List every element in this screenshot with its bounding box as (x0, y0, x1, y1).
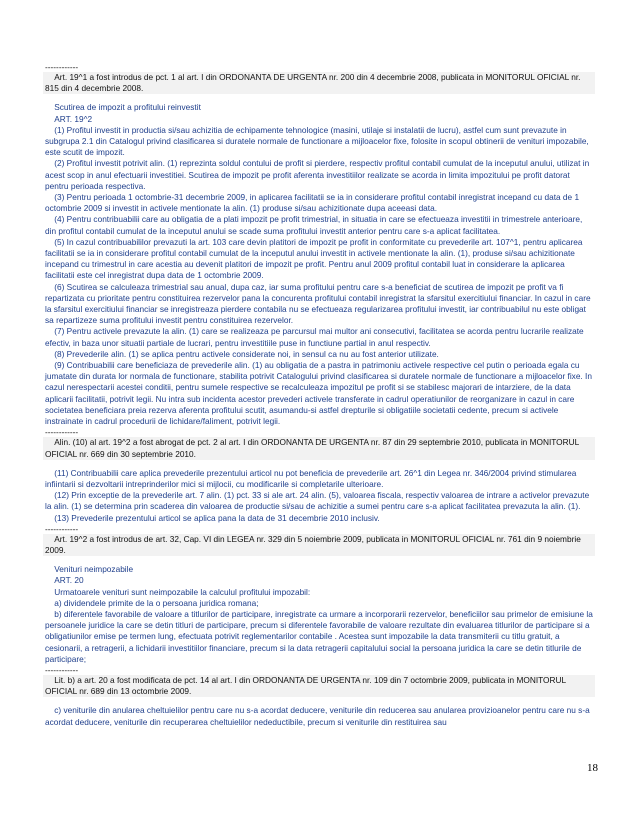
amendment-note: Art. 19^1 a fost introdus de pct. 1 al art. I din ORDONANTA DE URGENTA nr. 200 din 4 decembrie 2008, publicata in MONITORUL OFICIAL nr. 815 din 4 decembrie 2008. (43, 72, 595, 94)
amendment-note: Art. 19^2 a fost introdus de art. 32, Cap. VI din LEGEA nr. 329 din 5 noiembrie 2009, publicata in MONITORUL OFICIAL nr. 761 din 9 noiembrie 2009. (43, 534, 595, 556)
paragraph-gap (43, 94, 595, 102)
paragraph-gap (43, 460, 595, 468)
law-text: Scutirea de impozit a profitului reinvestit ART. 19^2 (1) Profitul investit in productia si/sau achizitia de echipamente tehnologice (masini, utilaje si instalatii de lucru), astfel cum sunt prevazute in subgrupa 2.1 din Catalogul privind clasificarea si duratele normale de functionare a mijloacelor fixe, folosite in scopul obtinerii de venituri impozabile, este scutit de impozit. (2) Profitul investit potrivit alin. (1) reprezinta soldul contului de profit si pierdere, respectiv profitul contabil cumulat de la inceputul anului, utilizat in acest scop in anul efectuarii investitiei. Scutirea de impozit pe profit aferenta investitiilor realizate se acorda in limita impozitului pe profit datorat pentru perioada respectiva. (3) Pentru perioada 1 octombrie-31 decembrie 2009, in aplicarea facilitatii se ia in considerare profitul contabil inregistrat incepand cu data de 1 octombrie 2009 si investit in activele mentionate la alin. (1) produse si/sau achizitionate dupa aceeasi data. (4) Pentru contribuabilii care au obligatia de a plati impozit pe profit trimestrial, in situatia in care se efectueaza investitii in trimestrele anterioare, din profitul contabil cumulat de la inceputul anului se scade suma profitului investit anterior pentru care s-a aplicat facilitatea. (5) In cazul contribuabililor prevazuti la art. 103 care devin platitori de impozit pe profit in conformitate cu prevederile art. 107^1, pentru aplicarea facilitatii se ia in considerare profitul contabil cumulat de la inceputul anului investit in activele mentionate la alin. (1), produse si/sau achizitionate incepand cu trimestrul in care acestia au devenit platitori de impozit pe profit. Pentru anul 2009 profitul contabil luat in considerare la aplicarea facilitatii este cel inregistrat dupa data de 1 octombrie 2009. (6) Scutirea se calculeaza trimestrial sau anual, dupa caz, iar suma profitului pentru care s-a beneficiat de scutirea de impozit pe profit va fi repartizata cu prioritate pentru constituirea rezervelor pana la concurenta profitului contabil inregistrat la sfarsitul exercitiului financiar. In cazul in care la sfarsitul exercitiului financiar se inregistreaza pierdere contabila nu se efectueaza regularizarea profitului investit, iar contribuabilul nu este obligat sa repartizeze suma profitului investit pentru constituirea rezervelor. (7) Pentru activele prevazute la alin. (1) care se realizeaza pe parcursul mai multor ani consecutivi, facilitatea se acorda pentru lucrarile realizate efectiv, in baza unor situatii partiale de lucrari, pentru investitiile puse in functiune partial in anul respectiv. (8) Prevederile alin. (1) se aplica pentru activele considerate noi, in sensul ca nu au fost anterior utilizate. (9) Contribuabilii care beneficiaza de prevederile alin. (1) au obligatia de a pastra in patrimoniu activele respective cel putin o perioada egala cu jumatate din durata lor normala de functionare, stabilita potrivit Catalogului privind clasificarea si duratele normale de functionare a mijloacelor fixe. In cazul nerespectarii acestei conditii, pentru sumele respective se recalculeaza impozitul pe profit si se stabilesc majorari de intarziere, de la data aplicarii facilitatii, potrivit legii. Nu intra sub incidenta acestor prevederi activele transferate in cadrul operatiunilor de reorganizare in cazul in care societatea beneficiara preia rezerva aferenta profitului scutit, asumandu-si astfel drepturile si obligatiile societatii cedente, precum si activele instrainate in cadrul procedurii de lichidare/faliment, potrivit legii. (45, 102, 592, 427)
separator-line: ------------ (45, 427, 79, 438)
paragraph-gap (43, 697, 595, 705)
law-text: c) veniturile din anularea cheltuielilor pentru care nu s-a acordat deducere, veniturile din reducerea sau anularea provizioanelor pentru care nu s-a acordat deducere, veniturile din recuperarea cheltuielilor nedeductibile, precum si veniturile din restituirea sau (45, 705, 593, 727)
separator-line: ------------ (45, 523, 79, 534)
separator-line: ------------ (45, 62, 79, 72)
page-number: 18 (587, 762, 598, 774)
law-text: (11) Contribuabilii care aplica prevederile prezentului articol nu pot beneficia de prevederile art. 26^1 din Legea nr. 346/2004 privind stimularea infiintarii si dezvoltarii intreprinderilor mici si mijlocii, cu modificarile si completarile ulterioare. (12) Prin exceptie de la prevederile art. 7 alin. (1) pct. 33 si ale art. 24 alin. (5), valoarea fiscala, respectiv valoarea de intrare a activelor prevazute la alin. (1) se determina prin scaderea din valoarea de productie si/sau de achizitie a sumei pentru care s-a aplicat facilitatea prevazuta la alin. (1). (13) Prevederile prezentului articol se aplica pana la data de 31 decembrie 2010 inclusiv. (45, 467, 590, 523)
amendment-note: Lit. b) a art. 20 a fost modificata de pct. 14 al art. I din ORDONANTA DE URGENTA nr. 109 din 7 octombrie 2009, publicata in MONITORUL OFICIAL nr. 689 din 13 octombrie 2009. (43, 675, 595, 697)
law-text: Venituri neimpozabile ART. 20 Urmatoarele venituri sunt neimpozabile la calculul profitului impozabil: a) dividendele primite de la o persoana juridica romana; b) diferentele favorabile de valoare a titlurilor de participare, inregistrate ca urmare a incorporarii rezervelor, beneficiilor sau primelor de emisiune la persoanele juridice la care se detin titluri de participare, precum si diferentele favorabile de valoare rezultate din evaluarea titlurilor de participare si a obligatiunilor emise pe termen lung, efectuata potrivit reglementarilor contabile . Acestea sunt impozabile la data transmiterii cu titlu gratuit, a cesionarii, a retragerii, a lichidarii investitiilor financiare, precum si la data retragerii capitalului social la persoana juridica la care se detin titlurile de participare; (45, 564, 593, 664)
paragraph-gap (43, 556, 595, 564)
document-body (43, 62, 595, 728)
separator-line: ------------ (45, 664, 79, 675)
amendment-note: Alin. (10) al art. 19^2 a fost abrogat de pct. 2 al art. I din ORDONANTA DE URGENTA nr. 87 din 29 septembrie 2010, publicata in MONITORUL OFICIAL nr. 669 din 30 septembrie 2010. (43, 437, 595, 459)
